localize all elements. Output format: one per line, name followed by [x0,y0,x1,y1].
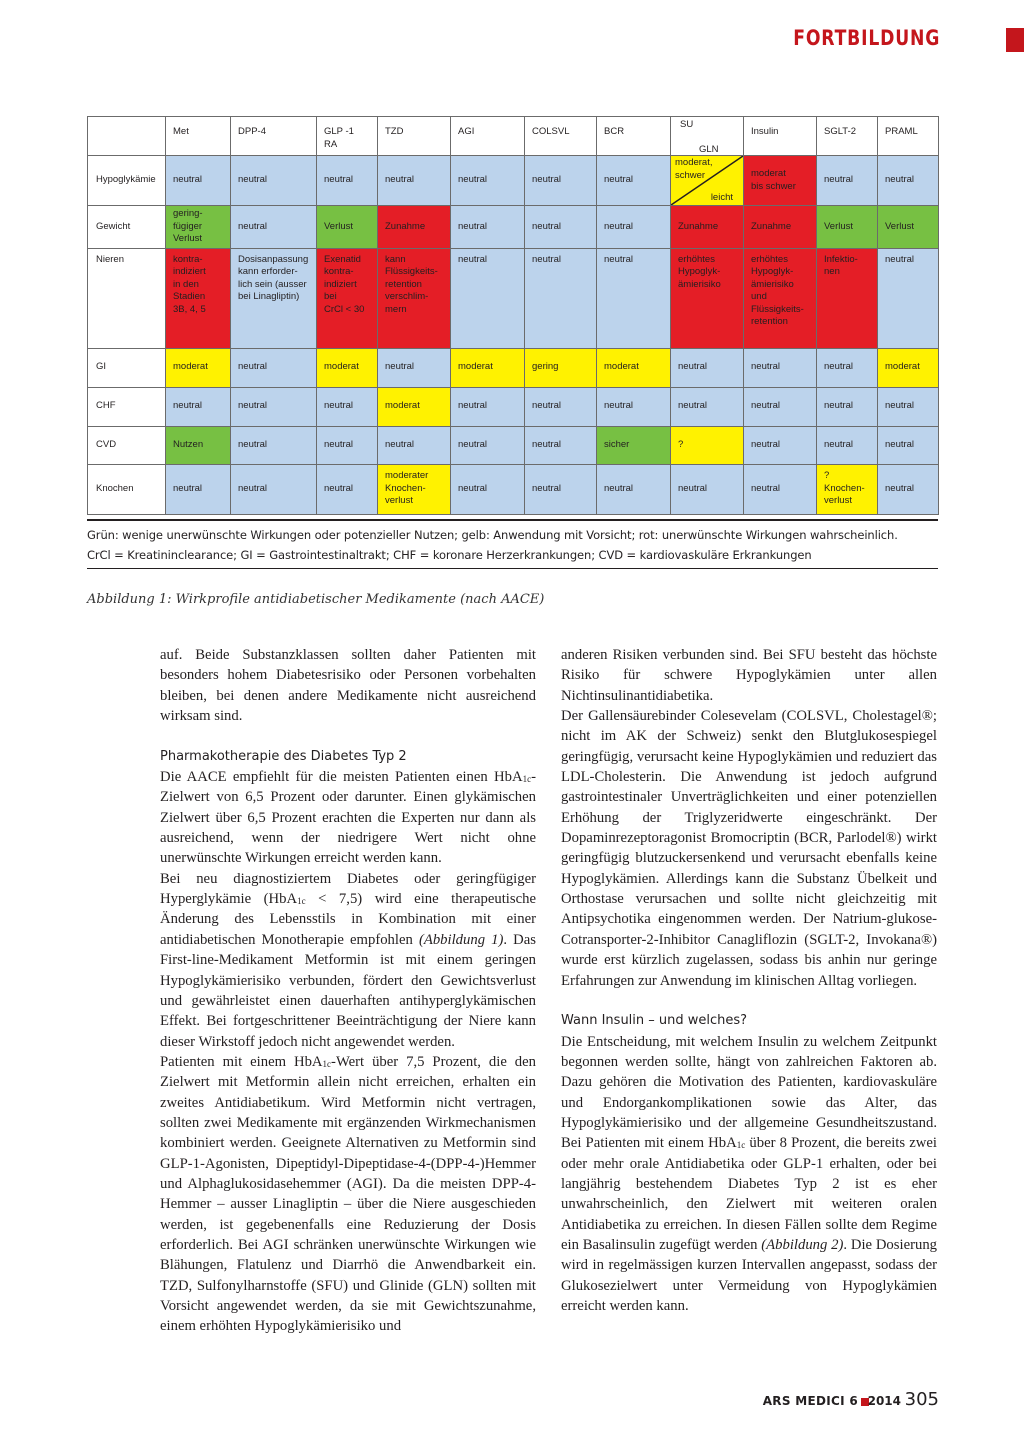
paragraph: anderen Risiken verbunden sind. Bei SFU besteht das höchste Risiko für schwere Hypoglykämien unter allen Nichtinsulinantidiabetika. [561,647,937,704]
paragraph: Die Entscheidung, mit welchem Insulin zu welchem Zeitpunkt begonnen werden sollte, hängt von zahlreichen Faktoren ab. Dazu gehören die Motivation des Patienten, kardiovaskuläre und Endorgankomplikationen sowie das Alter, das Hypoglykämierisiko und der allgemeine Gesundheitszustand. Bei Patienten mit einem HbA$_{1c}$ über 8 Prozent, die bereits zwei oder mehr orale Antidiabetika oder GLP-1 erhalten, oder bei langjährig bestehendem Diabetes Typ 2 ist es eher unwahrscheinlich, den Zielwert mit weiteren oralen Antidiabetika zu erreichen. In diesen Fällen sollte dem Regime ein Basalinsulin zugefügt werden (Abbildung 2). Die Dosierung wird in regelmässigen kurzen Intervallen angepasst, sodass der Glukosezielwert unter Vermeidung von Hypoglykämien erreicht werden kann. [561,1033,938,1314]
header-cell: AGI [451,117,525,156]
table-cell: neutral [525,464,597,514]
row-gi [88,348,939,387]
row-hypoglykaemie [88,156,939,206]
header-cell: BCR [597,117,671,156]
table-cell: neutral [451,248,525,348]
legend-line-colors: Grün: wenige unerwünschte Wirkungen oder potenzieller Nutzen; gelb: Anwendung mit Vorsicht; rot: unerwünschte Wirkungen wahrscheinlich. [87,527,898,542]
table-cell: neutral [597,387,671,426]
figure-reference: (Abbildung 1) [418,931,504,948]
table-cell: neutral [878,426,939,464]
row-label: Knochen [88,464,166,514]
table-cell: Verlust [817,206,878,249]
table-cell: neutral [317,426,378,464]
header-cell: GLP -1 RA [317,117,378,156]
table-cell: Exenatid kontra- indiziert bei CrCl < 30 [317,248,378,348]
table-cell: neutral [525,387,597,426]
table-cell: Nutzen [166,426,231,464]
table-cell: neutral [525,156,597,206]
paragraph: auf. Beide Substanzklassen sollten daher Patienten mit besonders hohem Diabetesrisiko oder Personen vorbehalten bleiben, bei denen andere Medikamente nicht ausreichend wirksam sind. [160,647,536,725]
header-cell: Met [166,117,231,156]
table-cell: neutral [744,387,817,426]
header-cell: COLSVL [525,117,597,156]
table-cell: moderat [878,348,939,387]
table-cell: Infektio- nen [817,248,878,348]
row-cvd [88,426,939,464]
table-cell: Zunahme [744,206,817,249]
table-cell: ? Knochen- verlust [817,464,878,514]
table-cell: Dosisanpassung kann erforder- lich sein (ausser bei Linagliptin) [231,248,317,348]
row-label: Gewicht [88,206,166,249]
text-column-right [561,645,937,1316]
page-number: 305 [904,1389,939,1410]
header-cell: Insulin [744,117,817,156]
table-cell: neutral [231,206,317,249]
table-cell: neutral [317,156,378,206]
table-cell: neutral [451,156,525,206]
table-cell: Zunahme [378,206,451,249]
table-cell: neutral [231,348,317,387]
section-title: FORTBILDUNG [793,26,940,50]
table-cell: neutral [817,348,878,387]
header-gln: GLN [699,144,719,155]
figure-1 [87,116,938,607]
table-cell: neutral [231,387,317,426]
drug-profile-table [87,116,939,515]
table-cell: neutral [166,464,231,514]
table-cell: neutral [744,348,817,387]
table-cell: neutral [525,206,597,249]
table-cell: neutral [671,464,744,514]
figure-caption: Abbildung 1: Wirkprofile antidiabetischer Medikamente (nach AACE) [87,591,545,607]
table-legend [87,521,938,568]
text-column-left [160,645,536,1337]
table-cell: neutral [231,464,317,514]
header-su: SU [680,119,694,130]
split-cell-bottom: leicht [710,191,733,203]
table-cell: neutral [231,156,317,206]
table-cell: kann Flüssigkeits- retention verschlim- mern [378,248,451,348]
page-footer [639,1390,939,1414]
table-cell: neutral [451,464,525,514]
table-cell: neutral [317,464,378,514]
table-cell: neutral [166,387,231,426]
table-cell: Verlust [317,206,378,249]
table-cell: gering- fügiger Verlust [166,206,231,249]
row-label: CHF [88,387,166,426]
header-red-block [1006,28,1024,52]
table-cell: neutral [525,248,597,348]
table-cell: neutral [817,426,878,464]
table-cell: kontra- indiziert in den Stadien 3B, 4, 5 [166,248,231,348]
row-label: Hypoglykämie [88,156,166,206]
header-cell: SGLT-2 [817,117,878,156]
table-cell: neutral [878,156,939,206]
row-label: CVD [88,426,166,464]
figure-reference: (Abbildung 2) [761,1236,844,1253]
table-cell: neutral [166,156,231,206]
row-knochen [88,464,939,514]
table-cell: Verlust [878,206,939,249]
table-cell: neutral [451,387,525,426]
paragraph: Bei neu diagnostiziertem Diabetes oder geringfügiger Hyperglykämie (HbA$_{1c}$ < 7,5) wird eine therapeutische Änderung des Lebensstils in Kombination mit einer antidiabetischen Monotherapie empfohlen (Abbildung 1). Das First-line-Medikament Metformin ist mit einem geringen Hypoglykämierisiko verbunden, fördert den Gewichtsverlust und gewährleistet einen dauerhaften antihyperglykämischen Effekt. Bei fortgeschrittener Beeinträchtigung der Niere kann dieser Wirkstoff jedoch nicht angewendet werden. [160,870,537,1050]
table-cell: neutral [817,387,878,426]
row-nieren [88,248,939,348]
table-cell: neutral [878,248,939,348]
table-cell: neutral [817,156,878,206]
table-cell: neutral [744,426,817,464]
table-cell: Zunahme [671,206,744,249]
paragraph: Die AACE empfiehlt für die meisten Patienten einen HbA$_{1c}$-Zielwert von 6,5 Prozent oder darunter. Einen glykämischen Zielwert über 6,5 Prozent erachten die Experten nur dann als ausreichend, wenn der niedrigere Wert nicht ohne unerwünschte Wirkungen erreicht werden kann. [160,769,536,867]
page-header [724,26,1024,54]
table-cell: neutral [451,206,525,249]
section-heading: Pharmakotherapie des Diabetes Typ 2 [160,748,407,764]
table-cell: neutral [451,426,525,464]
row-chf [88,387,939,426]
header-cell: TZD [378,117,451,156]
legend-line-abbreviations: CrCl = Kreatininclearance; GI = Gastrointestinaltrakt; CHF = koronare Herzerkrankungen; CVD = kardiovaskuläre Erkrankungen [87,547,812,562]
legend-bottom-rule [87,568,938,569]
split-cell-top: moderat, schwer [675,157,713,181]
paragraph: Patienten mit einem HbA$_{1c}$-Wert über 7,5 Prozent, die den Zielwert mit Metformin allein nicht erreichen, erhalten ein zweites Antidiabetikum. Wird Metformin nicht vertragen, sollten zwei Medikamente mit ergänzenden Wirkmechanismen kombiniert werden. Geeignete Alternativen zu Metformin sind GLP-1-Agonisten, Dipeptidyl-Dipeptidase-4-(DPP-4-)Hemmer und Alphaglukosidasehemmer (AGI). Da die meisten DPP-4-Hemmer – ausser Linagliptin – über die Niere ausgeschieden werden, ist gegebenenfalls eine Reduzierung der Dosis erforderlich. Bei AGI schränken unerwünschte Wirkungen wie Blähungen, Flatulenz und Diarrhö die Anwendbarkeit ein. TZD, Sulfonylharnstoffe (SFU) und Glinide (GLN) sollten mit Vorsicht angewendet werden, da sie mit Gewichtszunahme, einem erhöhten Hypoglykämierisiko und [160,1053,537,1335]
header-empty [88,117,166,156]
table-cell-split [671,156,744,206]
row-label: GI [88,348,166,387]
table-cell: gering [525,348,597,387]
table-cell: neutral [597,206,671,249]
table-cell: moderat [378,387,451,426]
table-cell: neutral [878,387,939,426]
table-cell: neutral [378,426,451,464]
row-label: Nieren [88,248,166,348]
table-cell: moderat bis schwer [744,156,817,206]
table-cell: neutral [378,348,451,387]
header-cell: PRAML [878,117,939,156]
issue-year: 2014 [867,1394,901,1408]
table-cell: moderater Knochen- verlust [378,464,451,514]
table-cell: moderat [597,348,671,387]
row-gewicht [88,206,939,249]
table-cell: neutral [878,464,939,514]
header-su-gln [671,117,744,156]
table-header-row [88,117,939,156]
table-cell: moderat [166,348,231,387]
header-cell: DPP-4 [231,117,317,156]
table-cell: erhöhtes Hypoglyk- ämierisiko und Flüssigkeits- retention [744,248,817,348]
table-cell: neutral [744,464,817,514]
table-cell: ? [671,426,744,464]
table-cell: erhöhtes Hypoglyk- ämierisiko [671,248,744,348]
table-cell: moderat [317,348,378,387]
table-cell: neutral [378,156,451,206]
paragraph: Der Gallensäurebinder Colesevelam (COLSVL, Cholestagel®; nicht im AK der Schweiz) senkt den Blutglukosespiegel geringfügig, verursacht keine Hypoglykämien und reduziert das LDL-Cholesterin. Die Anwendung ist jedoch aufgrund gastrointestinaler Unverträglichkeiten und einer potenziellen Erhöhung der Triglyzeridwerte eingeschränkt. Der Dopaminrezeptoragonist Bromocriptin (BCR, Parlodel®) wirkt geringfügig blutzuckersenkend und verursacht ebenfalls keine Hypoglykämien. Allerdings kann die Substanz Übelkeit und Orthostase verursachen und sollte nicht gleichzeitig mit Antipsychotika eingenommen werden. Der Natrium-glukose-Cotransporter-2-Inhibitor Canagliflozin (SGLT-2, Invokana®) wurde erst kürzlich zugelassen, sodass bis anhin nur geringe Erfahrungen zur Anwendung im klinischen Alltag vorliegen. [561,708,937,989]
table-cell: neutral [317,387,378,426]
table-cell: neutral [671,387,744,426]
table-cell: neutral [597,248,671,348]
table-cell: neutral [597,464,671,514]
table-cell: neutral [597,156,671,206]
table-cell: moderat [451,348,525,387]
table-cell: neutral [671,348,744,387]
magazine-name: ARS MEDICI 6 [762,1394,858,1408]
table-cell: neutral [231,426,317,464]
table-cell: sicher [597,426,671,464]
section-heading: Wann Insulin – und welches? [561,1013,748,1029]
table-cell: neutral [525,426,597,464]
